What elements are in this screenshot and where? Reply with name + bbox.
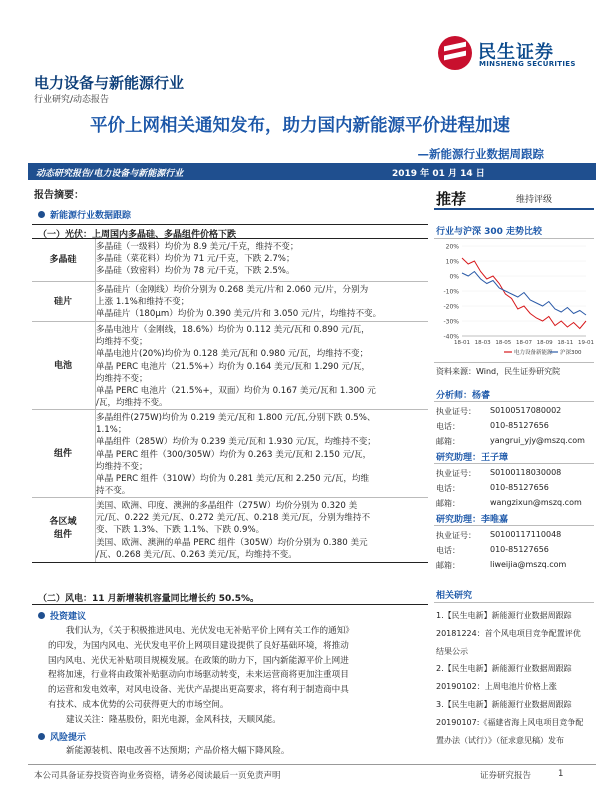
- row-line: 均维持不变；: [96, 373, 148, 384]
- bar-category: 动态研究报告/电力设备与新能源行业: [36, 169, 184, 179]
- analyst-role: 研究助理：王子璋: [436, 453, 509, 463]
- row-line: 多晶硅片（金刚线）均价分别为 0.268 美元/片和 2.060 元/片，分别为: [96, 285, 369, 295]
- invest-line: 有技术、成本优势的公司获得更大的市场空间。: [48, 699, 229, 710]
- legend-label: 电力设备新能源: [514, 350, 553, 356]
- row-category: 硅片: [53, 297, 72, 307]
- invest-line: 程将加速，行业将由政策补贴驱动向市场驱动转变，未来运营商将更加注重项目: [48, 670, 349, 681]
- table-row: [32, 239, 428, 281]
- section-bullet-icon: [38, 211, 45, 218]
- mail-address[interactable]: yangrui_yjy@mszq.com: [490, 436, 585, 445]
- x-tick-label: 19-01: [578, 340, 594, 346]
- row-line: /瓦、0.268 美元/瓦、0.263 美元/瓦，均维持不变。: [96, 549, 297, 560]
- legend-label: 沪深300: [560, 350, 582, 356]
- footer-disclaimer: 本公司具备证券投资咨询业务资格，请务必阅读最后一页免责声明: [34, 771, 281, 781]
- table-row: [32, 409, 428, 497]
- cert-number: S0100117110048: [490, 530, 562, 539]
- mail-label: 邮箱：: [436, 499, 460, 508]
- y-tick-label: -10%: [443, 288, 459, 296]
- x-tick-label: 18-07: [516, 340, 532, 346]
- cert-number: S0100517080002: [490, 406, 562, 415]
- row-line: 美国、欧洲、印度、澳洲的多晶组件（275W）均价分别为 0.320 美: [96, 501, 358, 511]
- table-top-rule: [32, 224, 428, 225]
- row-line: 单晶 PERC 组件（300/305W）均价为 0.263 美元/瓦和 2.150 元/瓦，: [96, 449, 372, 460]
- related-title: 相关研究: [436, 591, 473, 601]
- industry-label: 电力设备与新能源行业: [34, 74, 185, 92]
- chart-x-axis: [454, 336, 594, 346]
- chart-bottom-rule: [434, 362, 594, 363]
- invest-paragraph: [48, 624, 428, 728]
- report-date: 2019 年 01 月 14 日: [392, 169, 485, 179]
- series-line: [462, 272, 586, 316]
- y-tick-label: -40%: [443, 333, 459, 341]
- table-mid-rule: [32, 562, 428, 563]
- brand-name-cn: 民生证券: [478, 42, 554, 63]
- related-item[interactable]: 1.【民生电新】新能源行业数据周跟踪: [436, 611, 572, 620]
- row-line: 单晶电池片(20%)均价为 0.128 美元/瓦和 0.980 元/瓦，均维持不变；: [96, 349, 369, 360]
- mail-label: 邮箱：: [436, 437, 460, 446]
- y-tick-label: 20%: [445, 243, 459, 251]
- rating-box: [434, 186, 594, 210]
- chart-title: 行业与沪深 300 走势比较: [436, 227, 543, 237]
- invest-line: 的印发，为国内风电、光伏发电平价上网项目建设提供了良好基础环境，将推动: [48, 640, 349, 651]
- invest-title: 投资建议: [50, 612, 87, 622]
- row-line: 单晶组件（285W）均价为 0.239 美元/瓦和 1.930 元/瓦，均维持不变；: [96, 437, 376, 448]
- rating-label: 推荐: [436, 190, 467, 208]
- analyst-role: 研究助理：李唯嘉: [436, 515, 509, 525]
- brand-logo-icon: [438, 36, 472, 70]
- related-list: [436, 607, 596, 749]
- report-subtitle: —新能源行业数据周跟踪: [417, 147, 544, 161]
- pv-heading: （一）光伏：上周国内多晶硅、多晶组件价格下跌: [38, 230, 237, 240]
- invest-line: 我们认为，《关于积极推进风电、光伏发电无补贴平价上网有关工作的通知》: [66, 626, 354, 636]
- trend-chart: [434, 240, 594, 356]
- related-item[interactable]: 20190107:《福建省海上风电项目竞争配: [436, 717, 584, 727]
- table-row: [32, 281, 428, 321]
- summary-heading: 报告摘要：: [34, 190, 84, 201]
- report-info-bar: [28, 163, 596, 180]
- related-rule: [434, 602, 594, 603]
- tel-label: 电话：: [436, 484, 460, 493]
- x-tick-label: 18-01: [454, 340, 470, 346]
- row-line: 持不变。: [96, 486, 131, 497]
- table-row: [32, 497, 428, 561]
- y-tick-label: 10%: [445, 258, 459, 266]
- tel-number: 010-85127656: [490, 545, 549, 554]
- mail-label: 邮箱：: [436, 561, 460, 570]
- x-tick-label: 18-05: [495, 340, 512, 346]
- row-line: 元/瓦、0.222 美元/瓦、0.272 美元/瓦、0.218 美元/瓦，分别为维持不: [96, 513, 371, 524]
- row-line: 均维持不变；: [96, 337, 148, 348]
- row-line: 单晶 PERC 电池片（21.5%+）均价为 0.164 美元/瓦和 1.290 元/瓦，: [96, 361, 371, 372]
- chart-series: [462, 258, 586, 329]
- page-number: 1: [558, 769, 564, 779]
- chart-legend: [504, 348, 582, 356]
- risk-title: 风险提示: [50, 733, 87, 743]
- tel-number: 010-85127656: [490, 483, 549, 492]
- invest-line: 国内风电、光伏无补贴项目规模发展。在政策的助力下，国内新能源平价上网进: [48, 655, 349, 666]
- row-line: 单晶 PERC 电池片（21.5%+，双面）均价为 0.167 美元/瓦和 1.300 元: [96, 386, 376, 397]
- related-item[interactable]: 2.【民生电新】新能源行业数据周跟踪: [436, 664, 572, 674]
- invest-line: 的运营和发电效率，对风电设备、光伏产品提出更高要求，将有利于制造商中具: [48, 685, 349, 696]
- chart-source: 资料来源：Wind，民生证券研究院: [436, 367, 561, 376]
- analyst-rule: [434, 463, 594, 464]
- analyst-role: 分析师：杨睿: [436, 391, 491, 401]
- invest-line: 建议关注：隆基股份，阳光电源，金风科技，天顺风能。: [66, 714, 281, 725]
- rating-value: 维持评级: [516, 195, 553, 205]
- risk-bullet-icon: [38, 733, 45, 740]
- analyst-rule: [434, 525, 594, 526]
- table-row: [32, 321, 428, 409]
- brand-name-en: MINSHENG SECURITIES: [479, 60, 576, 68]
- invest-bullet-icon: [38, 612, 45, 619]
- chart-y-axis: [443, 244, 586, 341]
- row-line: 多晶硅（致密料）均价为 78 元/千克，下跌 2.5%。: [96, 266, 295, 277]
- row-category: 多晶硅: [49, 255, 77, 265]
- x-tick-label: 18-11: [557, 340, 574, 346]
- tel-number: 010-85127656: [490, 421, 549, 430]
- row-line: 上涨 1.1%和维持不变；: [96, 297, 190, 308]
- row-category: 电池: [53, 361, 72, 371]
- x-tick-label: 18-03: [474, 340, 491, 346]
- y-tick-label: 0%: [449, 273, 459, 281]
- related-item[interactable]: 3.【民生电新】新能源行业数据周跟踪: [436, 699, 572, 709]
- cert-label: 执业证号：: [436, 407, 476, 416]
- row-category: 组件: [53, 449, 72, 459]
- mail-address[interactable]: liweijia@mszq.com: [490, 560, 567, 569]
- cert-number: S0100118030008: [490, 468, 562, 477]
- table-col-divider: [95, 239, 96, 562]
- report-type: 行业研究/动态报告: [34, 95, 110, 105]
- row-line: 单晶 PERC 组件（310W）均价为 0.281 美元/瓦和 2.250 元/瓦，均维: [96, 474, 370, 485]
- chart-top-rule: [434, 238, 594, 239]
- related-item[interactable]: 置办法（试行）》（征求意见稿）发布: [436, 735, 564, 745]
- table-bottom-rule: [32, 604, 428, 605]
- row-line: /瓦，均维持不变。: [96, 398, 168, 409]
- risk-text: 新能源装机、限电改善不达预期；产品价格大幅下降风险。: [66, 746, 290, 756]
- row-line: 多晶电池片（金刚线，18.6%）均价为 0.112 美元/瓦和 0.890 元/瓦，: [96, 325, 370, 335]
- cert-label: 执业证号：: [436, 531, 476, 540]
- related-item[interactable]: 20190102：上周电池片价格上涨: [436, 682, 557, 692]
- row-line: 多晶硅（菜花料）均价为 71 元/千克，下跌 2.7%；: [96, 254, 295, 265]
- mail-address[interactable]: wangzixun@mszq.com: [490, 498, 582, 507]
- report-title: 平价上网相关通知发布，助力国内新能源平价进程加速: [90, 116, 510, 136]
- y-tick-label: -30%: [443, 318, 459, 326]
- y-tick-label: -20%: [443, 303, 459, 311]
- row-line: 美国、欧洲、澳洲的单晶 PERC 组件（305W）均价分别为 0.380 美元: [96, 537, 368, 548]
- row-line: 1.1%；: [96, 425, 127, 436]
- section-title-data: 新能源行业数据跟踪: [50, 211, 132, 221]
- related-item[interactable]: 结果公示: [436, 646, 468, 656]
- row-category: 各区域 组件: [49, 517, 77, 540]
- row-line: 多晶组件(275W)均价为 0.219 美元/瓦和 1.800 元/瓦,分别下跌 0.5%、: [96, 413, 376, 423]
- tel-label: 电话：: [436, 546, 460, 555]
- tel-label: 电话：: [436, 422, 460, 431]
- footer-label: 证券研究报告: [480, 771, 532, 781]
- row-line: 均维持不变；: [96, 461, 148, 472]
- x-tick-label: 18-09: [536, 340, 553, 346]
- footer-rule: [28, 764, 596, 765]
- analyst-rule: [434, 401, 594, 402]
- row-line: 单晶硅片（180μm）均价为 0.390 美元/片和 3.050 元/片，均维持不变。: [96, 309, 382, 320]
- cert-label: 执业证号：: [436, 469, 476, 478]
- row-line: 变、下跌 1.3%、下跌 1.1%、下跌 0.9%。: [96, 525, 265, 536]
- row-line: 多晶硅（一级料）均价为 8.9 美元/千克，维持不变；: [96, 242, 299, 252]
- wind-heading: （二）风电：11 月新增装机容量同比增长约 50.5%。: [38, 594, 260, 604]
- related-item[interactable]: 20181224：首个风电项目竞争配置评优: [436, 628, 581, 638]
